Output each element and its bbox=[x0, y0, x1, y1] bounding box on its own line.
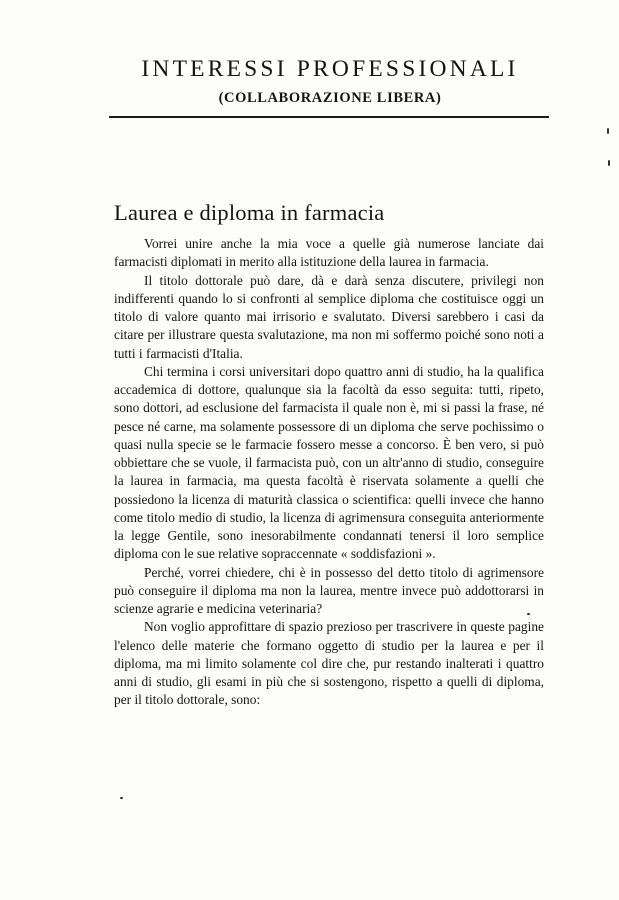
paragraph-2: Il titolo dottorale può dare, dà e darà senza discutere, privilegi non indifferenti quando lo si confronti al semplice diploma che costituisce oggi un titolo di valore quanto mai irrisorio e svalutato. Diversi sarebbero i casi da citare per illustrare questa svalutazione, ma non mi soffermo poiché sono noti a tutti i farmacisti d'Italia. bbox=[114, 272, 544, 361]
margin-mark bbox=[608, 160, 610, 166]
paragraph-1: Vorrei unire anche la mia voce a quelle già numerose lanciate dai farmacisti diplomati in merito alla istituzione della laurea in farmacia. bbox=[114, 236, 544, 270]
paragraph-5: Non voglio approfittare di spazio prezioso per trascrivere in queste pagine l'elenco delle materie che formano oggetto di studio per la laurea e per il diploma, ma mi limito solamente col dire che, pur restando inalterati i quattro anni di studio, gli esami in più che si sostengono, rispetto a quelli di diploma, per il titolo dottorale, sono: bbox=[114, 619, 544, 708]
section-subheading: (COLLABORAZIONE LIBERA) bbox=[218, 90, 442, 106]
article-title: Laurea e diploma in farmacia bbox=[114, 200, 385, 225]
margin-mark bbox=[607, 128, 609, 134]
ink-speck bbox=[527, 613, 530, 615]
article-body bbox=[114, 235, 544, 710]
ink-speck bbox=[120, 797, 123, 799]
paragraph-3: Chi termina i corsi universitari dopo quattro anni di studio, ha la qualifica accademica di dottore, qualunque sia la facoltà da esso seguita: tutti, ripeto, sono dottori, ad esclusione del farmacista il quale non è, mi si passi la frase, né pesce né carne, ma solamente possessore di un diploma che serve pochissimo o quasi nulla specie se le farmacie fossero messe a concorso. È ben vero, si può obbiettare che se vuole, il farmacista può, con un altr'anno di studio, conseguire la laurea in farmacia, ma questa facoltà è riservata solamente a quelli che possiedono la licenza di maturità classica o scientifica: quelli invece che hanno come titolo medio di studio, la licenza di agrimensura conseguita anteriormente la legge Gentile, sono inesorabilmente condannati tenersi il loro semplice diploma con le sue relative sopraccennate « soddisfazioni ». bbox=[114, 363, 544, 562]
paragraph-4: Perché, vorrei chiedere, chi è in possesso del detto titolo di agrimensore può conseguire il diploma ma non la laurea, mentre invece può addottorarsi in scienze agrarie e medicina veterinaria? bbox=[114, 564, 544, 616]
section-heading: INTERESSI PROFESSIONALI bbox=[141, 56, 519, 82]
header-rule bbox=[109, 116, 549, 118]
